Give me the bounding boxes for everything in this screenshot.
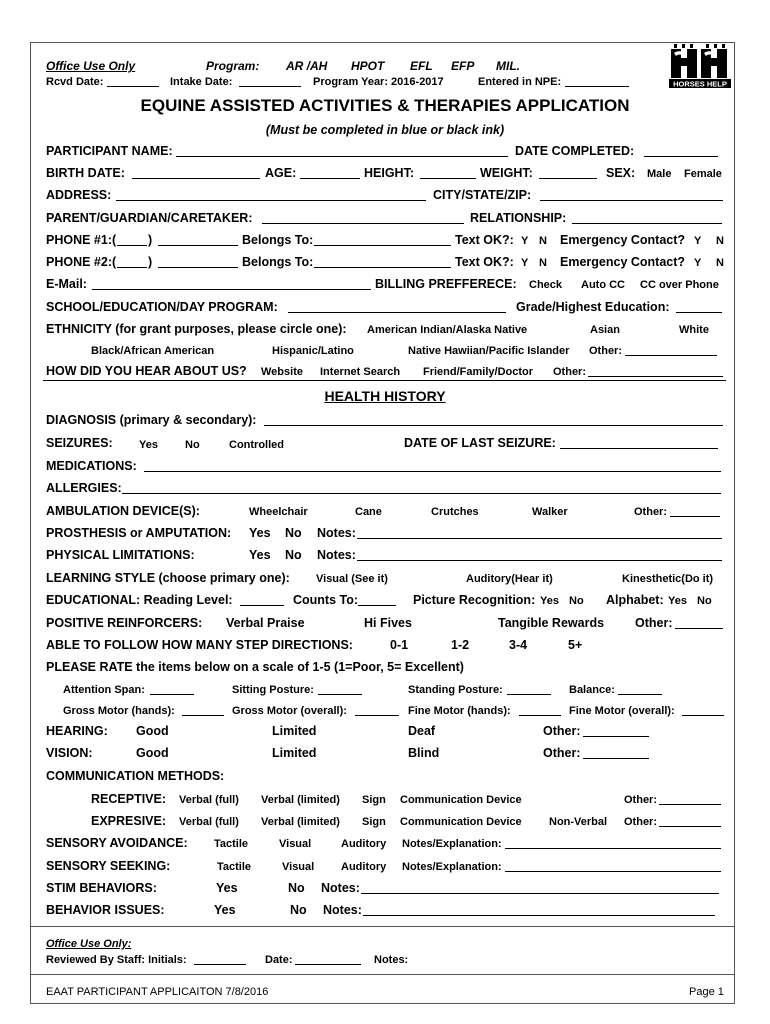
- behavior-notes-field[interactable]: [363, 915, 715, 916]
- expressive-other-field[interactable]: [659, 826, 721, 827]
- reinforcer-other-label: Other:: [635, 616, 673, 630]
- ambulation-cane[interactable]: Cane: [355, 506, 382, 518]
- phone1-emergency-yes[interactable]: Y: [694, 235, 702, 247]
- sensory-avoidance-label: SENSORY AVOIDANCE:: [46, 836, 188, 850]
- behavior-notes-label: Notes:: [323, 903, 362, 917]
- hearing-good[interactable]: Good: [136, 724, 169, 738]
- phone2-paren: ): [148, 255, 153, 269]
- reviewed-notes-label: Notes:: [374, 954, 409, 966]
- reinforcer-verbal-praise[interactable]: Verbal Praise: [226, 616, 305, 630]
- vision-blind[interactable]: Blind: [408, 746, 440, 760]
- sensory-seeking-label: SENSORY SEEKING:: [46, 859, 171, 873]
- learning-auditory[interactable]: Auditory(Hear it): [466, 573, 553, 585]
- vision-label: VISION:: [46, 746, 93, 760]
- stim-yes[interactable]: Yes: [216, 881, 238, 895]
- ethnicity-other-field[interactable]: [625, 355, 717, 356]
- alphabet-no[interactable]: No: [697, 595, 712, 607]
- weight-field[interactable]: [539, 178, 597, 179]
- page-number: Page 1: [689, 986, 724, 998]
- program-option[interactable]: MIL.: [496, 59, 520, 73]
- hear-other-field[interactable]: [588, 376, 723, 377]
- vision-good[interactable]: Good: [136, 746, 169, 760]
- alphabet-label: Alphabet:: [606, 593, 664, 607]
- receptive-other-field[interactable]: [659, 804, 721, 805]
- prosthesis-notes-field[interactable]: [357, 538, 722, 539]
- expressive-verbal-full[interactable]: Verbal (full): [179, 816, 239, 828]
- sex-male-option[interactable]: Male: [647, 168, 672, 180]
- phone1-text-no[interactable]: N: [539, 235, 547, 247]
- phone2-label: PHONE #2:(: [46, 255, 117, 269]
- weight-label: WEIGHT:: [480, 166, 533, 180]
- vision-other-label: Other:: [543, 746, 581, 760]
- prosthesis-no[interactable]: No: [285, 526, 302, 540]
- footer-document-id: EAAT PARTICIPANT APPLICAITON 7/8/2016: [46, 986, 269, 998]
- ethnicity-other-label: Other:: [589, 345, 622, 357]
- fine-motor-hands-field[interactable]: [519, 715, 561, 716]
- hearing-other-label: Other:: [543, 724, 581, 738]
- seizures-label: SEIZURES:: [46, 436, 113, 450]
- avoidance-visual[interactable]: Visual: [279, 838, 312, 850]
- ambulation-crutches[interactable]: Crutches: [431, 506, 479, 518]
- medications-label: MEDICATIONS:: [46, 459, 137, 473]
- phone1-paren: ): [148, 233, 153, 247]
- birth-date-field[interactable]: [132, 178, 260, 179]
- sex-label: SEX:: [606, 166, 636, 180]
- seizures-no[interactable]: No: [185, 439, 200, 451]
- billing-label: BILLING PREFFERECE:: [375, 277, 517, 291]
- form-title: EQUINE ASSISTED ACTIVITIES & THERAPIES APPLICATION: [140, 96, 630, 115]
- office-use-divider: [30, 926, 735, 927]
- birth-date-label: BIRTH DATE:: [46, 166, 125, 180]
- phone1-belongs-field[interactable]: [314, 245, 451, 246]
- height-field[interactable]: [420, 178, 476, 179]
- reviewed-initials-field[interactable]: [194, 964, 246, 965]
- receptive-label: RECEPTIVE:: [91, 792, 167, 806]
- ethnicity-white[interactable]: White: [679, 324, 709, 336]
- age-field[interactable]: [300, 178, 360, 179]
- seizures-controlled[interactable]: Controlled: [229, 439, 284, 451]
- participant-name-label: PARTICIPANT NAME:: [46, 144, 173, 158]
- rcvd-date-label: Rcvd Date:: [46, 76, 104, 88]
- attention-span-label: Attention Span:: [63, 684, 145, 696]
- phone1-area-code[interactable]: [117, 245, 147, 246]
- receptive-other-label: Other:: [624, 794, 657, 806]
- expressive-label: EXPRESIVE:: [91, 814, 167, 828]
- physical-no[interactable]: No: [285, 548, 302, 562]
- phone2-belongs-field[interactable]: [314, 267, 451, 268]
- stim-behaviors-label: STIM BEHAVIORS:: [46, 881, 157, 895]
- hear-other-label: Other:: [553, 366, 586, 378]
- last-seizure-field[interactable]: [560, 448, 718, 449]
- logo-text: HORSES HELP: [673, 79, 727, 88]
- picture-no[interactable]: No: [569, 595, 584, 607]
- counts-to-label: Counts To:: [293, 593, 359, 607]
- vision-limited[interactable]: Limited: [272, 746, 317, 760]
- seeking-notes-label: Notes/Explanation:: [402, 861, 502, 873]
- ambulation-wheelchair[interactable]: Wheelchair: [249, 506, 308, 518]
- learning-style-label: LEARNING STYLE (choose primary one):: [46, 571, 290, 585]
- stim-notes-label: Notes:: [321, 881, 360, 895]
- avoidance-auditory[interactable]: Auditory: [341, 838, 387, 850]
- reinforcer-other-field[interactable]: [675, 628, 723, 629]
- grade-label: Grade/Highest Education:: [516, 300, 670, 314]
- receptive-comm-device[interactable]: Communication Device: [400, 794, 522, 806]
- attention-span-field[interactable]: [150, 694, 194, 695]
- phone1-label: PHONE #1:(: [46, 233, 117, 247]
- phone2-text-ok-label: Text OK?:: [455, 255, 514, 269]
- sex-female-option[interactable]: Female: [684, 168, 722, 180]
- city-state-zip-field[interactable]: [540, 200, 723, 201]
- program-option[interactable]: EFP: [451, 59, 475, 73]
- phone2-emergency-label: Emergency Contact?: [560, 255, 686, 269]
- physical-notes-field[interactable]: [357, 560, 722, 561]
- intake-date-label: Intake Date:: [170, 76, 233, 88]
- behavior-yes[interactable]: Yes: [214, 903, 236, 917]
- parent-guardian-field[interactable]: [262, 223, 464, 224]
- diagnosis-field[interactable]: [264, 425, 723, 426]
- parent-guardian-label: PARENT/GUARDIAN/CARETAKER:: [46, 211, 253, 225]
- learning-kinesthetic[interactable]: Kinesthetic(Do it): [622, 573, 714, 585]
- program-label: Program:: [206, 59, 260, 73]
- entered-npe-line[interactable]: [565, 86, 629, 87]
- allergies-field[interactable]: [122, 493, 721, 494]
- phone1-emergency-no[interactable]: N: [716, 235, 724, 247]
- reinforcer-tangible[interactable]: Tangible Rewards: [498, 616, 605, 630]
- receptive-verbal-limited[interactable]: Verbal (limited): [261, 794, 340, 806]
- avoidance-notes-field[interactable]: [505, 848, 721, 849]
- rating-instructions: PLEASE RATE the items below on a scale of 1-5 (1=Poor, 5= Excellent): [46, 660, 464, 674]
- reading-level-label: EDUCATIONAL: Reading Level:: [46, 593, 233, 607]
- age-label: AGE:: [265, 166, 297, 180]
- prosthesis-notes-label: Notes:: [317, 526, 356, 540]
- gross-motor-overall-label: Gross Motor (overall):: [232, 705, 347, 717]
- picture-yes[interactable]: Yes: [540, 595, 559, 607]
- fine-motor-overall-label: Fine Motor (overall):: [569, 705, 675, 717]
- receptive-sign[interactable]: Sign: [362, 794, 386, 806]
- reviewed-by-label: Reviewed By Staff: Initials:: [46, 954, 187, 966]
- step-option[interactable]: 0-1: [390, 638, 409, 652]
- standing-posture-label: Standing Posture:: [408, 684, 503, 696]
- ambulation-walker[interactable]: Walker: [532, 506, 568, 518]
- city-state-zip-label: CITY/STATE/ZIP:: [433, 188, 532, 202]
- step-option[interactable]: 1-2: [451, 638, 470, 652]
- ethnicity-hispanic[interactable]: Hispanic/Latino: [272, 345, 354, 357]
- ethnicity-label: ETHNICITY (for grant purposes, please circle one):: [46, 322, 347, 336]
- program-option[interactable]: AR /AH: [286, 59, 328, 73]
- seeking-notes-field[interactable]: [505, 871, 721, 872]
- reinforcers-label: POSITIVE REINFORCERS:: [46, 616, 203, 630]
- horses-help-logo: [668, 44, 732, 88]
- expressive-non-verbal[interactable]: Non-Verbal: [549, 816, 608, 828]
- vision-other-field[interactable]: [583, 758, 649, 759]
- intake-date-line[interactable]: [239, 86, 301, 87]
- reading-level-field[interactable]: [240, 605, 284, 606]
- phone1-number[interactable]: [158, 245, 238, 246]
- phone1-belongs-label: Belongs To:: [242, 233, 314, 247]
- allergies-label: ALLERGIES:: [46, 481, 122, 495]
- balance-label: Balance:: [569, 684, 615, 696]
- phone2-emergency-no[interactable]: N: [716, 257, 724, 269]
- reviewed-date-label: Date:: [265, 954, 293, 966]
- ethnicity-hawaiian[interactable]: Native Hawiian/Pacific Islander: [408, 345, 570, 357]
- phone1-text-ok-label: Text OK?:: [455, 233, 514, 247]
- address-label: ADDRESS:: [46, 188, 112, 202]
- prosthesis-label: PROSTHESIS or AMPUTATION:: [46, 526, 232, 540]
- phone1-text-yes[interactable]: Y: [521, 235, 529, 247]
- program-year: Program Year: 2016-2017: [313, 76, 444, 88]
- fine-motor-overall-field[interactable]: [682, 715, 724, 716]
- ethnicity-asian[interactable]: Asian: [590, 324, 620, 336]
- sitting-posture-label: Sitting Posture:: [232, 684, 314, 696]
- avoidance-tactile[interactable]: Tactile: [214, 838, 249, 850]
- gross-motor-hands-field[interactable]: [182, 715, 224, 716]
- fine-motor-hands-label: Fine Motor (hands):: [408, 705, 511, 717]
- height-label: HEIGHT:: [364, 166, 414, 180]
- phone2-text-yes[interactable]: Y: [521, 257, 529, 269]
- hear-friend-family[interactable]: Friend/Family/Doctor: [423, 366, 534, 378]
- hearing-limited[interactable]: Limited: [272, 724, 317, 738]
- footer-divider: [30, 974, 735, 975]
- email-label: E-Mail:: [46, 277, 87, 291]
- phone1-emergency-label: Emergency Contact?: [560, 233, 686, 247]
- reviewed-date-field[interactable]: [295, 964, 361, 965]
- expressive-verbal-limited[interactable]: Verbal (limited): [261, 816, 340, 828]
- counts-to-field[interactable]: [358, 605, 396, 606]
- office-use-label: Office Use Only: [46, 59, 136, 73]
- participant-name-field[interactable]: [176, 156, 508, 157]
- behavior-issues-label: BEHAVIOR ISSUES:: [46, 903, 165, 917]
- step-option[interactable]: 5+: [568, 638, 583, 652]
- relationship-label: RELATIONSHIP:: [470, 211, 567, 225]
- behavior-no[interactable]: No: [290, 903, 307, 917]
- section-divider: [43, 380, 726, 381]
- form-subtitle: (Must be completed in blue or black ink): [265, 123, 505, 137]
- stim-no[interactable]: No: [288, 881, 305, 895]
- date-completed-label: DATE COMPLETED:: [515, 144, 635, 158]
- school-field[interactable]: [288, 312, 506, 313]
- seizures-yes[interactable]: Yes: [139, 439, 158, 451]
- phone2-emergency-yes[interactable]: Y: [694, 257, 702, 269]
- step-directions-label: ABLE TO FOLLOW HOW MANY STEP DIRECTIONS:: [46, 638, 353, 652]
- billing-check-option[interactable]: Check: [529, 279, 563, 291]
- hear-website[interactable]: Website: [261, 366, 303, 378]
- stim-notes-field[interactable]: [361, 893, 719, 894]
- step-option[interactable]: 3-4: [509, 638, 528, 652]
- avoidance-notes-label: Notes/Explanation:: [402, 838, 502, 850]
- hearing-other-field[interactable]: [583, 736, 649, 737]
- rcvd-date-line[interactable]: [107, 86, 159, 87]
- physical-notes-label: Notes:: [317, 548, 356, 562]
- communication-methods-label: COMMUNICATION METHODS:: [46, 769, 225, 783]
- hear-internet-search[interactable]: Internet Search: [320, 366, 401, 378]
- phone2-number[interactable]: [158, 267, 238, 268]
- receptive-verbal-full[interactable]: Verbal (full): [179, 794, 239, 806]
- hearing-deaf[interactable]: Deaf: [408, 724, 436, 738]
- expressive-comm-device[interactable]: Communication Device: [400, 816, 522, 828]
- seeking-tactile[interactable]: Tactile: [217, 861, 252, 873]
- phone2-belongs-label: Belongs To:: [242, 255, 314, 269]
- billing-autocc-option[interactable]: Auto CC: [581, 279, 625, 291]
- learning-visual[interactable]: Visual (See it): [316, 573, 388, 585]
- ethnicity-american-indian[interactable]: American Indian/Alaska Native: [367, 324, 528, 336]
- expressive-sign[interactable]: Sign: [362, 816, 386, 828]
- email-field[interactable]: [92, 289, 371, 290]
- medications-field[interactable]: [144, 471, 721, 472]
- ambulation-other-label: Other:: [634, 506, 667, 518]
- footer-office-use-label: Office Use Only:: [46, 938, 132, 950]
- standing-posture-field[interactable]: [507, 694, 551, 695]
- physical-yes[interactable]: Yes: [249, 548, 271, 562]
- date-completed-field[interactable]: [644, 156, 718, 157]
- last-seizure-label: DATE OF LAST SEIZURE:: [404, 436, 556, 450]
- hearing-label: HEARING:: [46, 724, 108, 738]
- grade-field[interactable]: [676, 312, 722, 313]
- physical-limitations-label: PHYSICAL LIMITATIONS:: [46, 548, 195, 562]
- entered-npe-label: Entered in NPE:: [478, 76, 562, 88]
- school-label: SCHOOL/EDUCATION/DAY PROGRAM:: [46, 300, 278, 314]
- picture-recognition-label: Picture Recognition:: [413, 593, 536, 607]
- relationship-field[interactable]: [572, 223, 722, 224]
- seeking-auditory[interactable]: Auditory: [341, 861, 387, 873]
- address-field[interactable]: [116, 200, 426, 201]
- phone2-text-no[interactable]: N: [539, 257, 547, 269]
- hear-label: HOW DID YOU HEAR ABOUT US?: [46, 364, 247, 378]
- balance-field[interactable]: [618, 694, 662, 695]
- seeking-visual[interactable]: Visual: [282, 861, 315, 873]
- sitting-posture-field[interactable]: [318, 694, 362, 695]
- expressive-other-label: Other:: [624, 816, 657, 828]
- ambulation-other-field[interactable]: [670, 516, 720, 517]
- alphabet-yes[interactable]: Yes: [668, 595, 687, 607]
- reinforcer-hi-fives[interactable]: Hi Fives: [364, 616, 412, 630]
- program-option[interactable]: HPOT: [351, 59, 385, 73]
- billing-ccphone-option[interactable]: CC over Phone: [640, 279, 719, 291]
- gross-motor-overall-field[interactable]: [355, 715, 399, 716]
- health-history-heading: HEALTH HISTORY: [324, 388, 446, 404]
- program-option[interactable]: EFL: [410, 59, 433, 73]
- ethnicity-black[interactable]: Black/African American: [91, 345, 215, 357]
- prosthesis-yes[interactable]: Yes: [249, 526, 271, 540]
- ambulation-label: AMBULATION DEVICE(S):: [46, 504, 200, 518]
- phone2-area-code[interactable]: [117, 267, 147, 268]
- diagnosis-label: DIAGNOSIS (primary & secondary):: [46, 413, 257, 427]
- gross-motor-hands-label: Gross Motor (hands):: [63, 705, 175, 717]
